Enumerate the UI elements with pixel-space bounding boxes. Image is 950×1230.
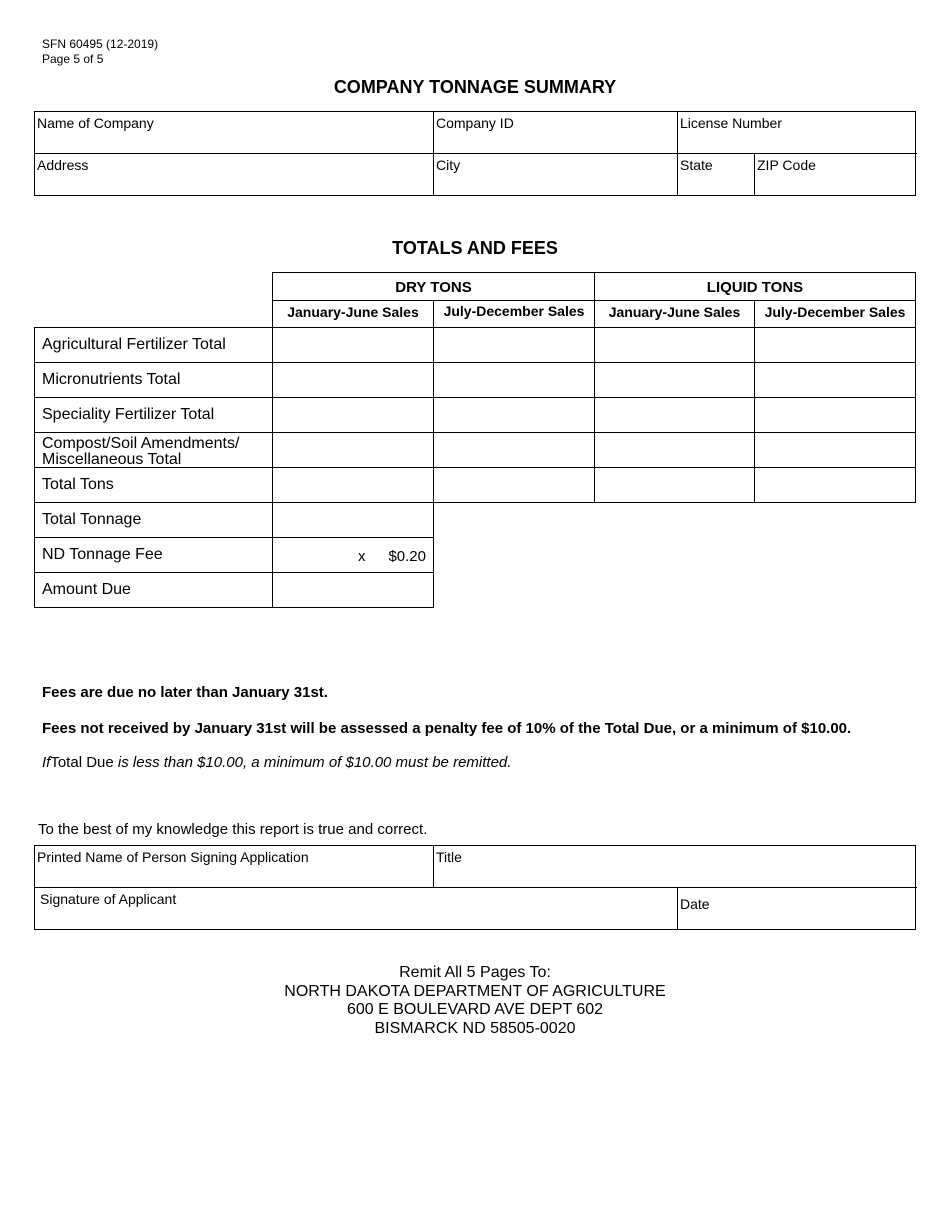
input-compost-liquid-jul-dec[interactable]	[754, 432, 916, 468]
row-label-nd-tonnage-fee: ND Tonnage Fee	[34, 537, 273, 573]
input-spec-dry-jan-jun[interactable]	[272, 397, 434, 433]
input-total-liquid-jan-jun[interactable]	[594, 467, 755, 503]
title-label: Title	[436, 849, 462, 865]
input-total-liquid-jul-dec[interactable]	[754, 467, 916, 503]
input-total-tonnage[interactable]	[272, 502, 434, 538]
minimum-note: IfTotal Due is less than $10.00, a minimum of $10.00 must be remitted.	[42, 754, 512, 771]
row-label-speciality: Speciality Fertilizer Total	[34, 397, 273, 433]
input-ag-dry-jul-dec[interactable]	[433, 327, 595, 363]
zip-field[interactable]	[754, 153, 917, 196]
input-micro-liquid-jan-jun[interactable]	[594, 362, 755, 398]
input-spec-liquid-jul-dec[interactable]	[754, 397, 916, 433]
input-spec-liquid-jan-jun[interactable]	[594, 397, 755, 433]
row-label-amount-due: Amount Due	[34, 572, 273, 608]
fee-multiply-sign: x	[358, 548, 366, 565]
input-compost-dry-jul-dec[interactable]	[433, 432, 595, 468]
company-summary-title: COMPANY TONNAGE SUMMARY	[333, 77, 617, 97]
row-label-total-tonnage: Total Tonnage	[34, 502, 273, 538]
printed-name-field[interactable]	[35, 846, 434, 888]
date-label: Date	[680, 896, 710, 912]
due-date-note: Fees are due no later than January 31st.	[42, 684, 328, 701]
input-micro-dry-jul-dec[interactable]	[433, 362, 595, 398]
remit-line-1: Remit All 5 Pages To:	[399, 964, 551, 981]
dry-tons-header: DRY TONS	[272, 272, 595, 301]
company-id-field[interactable]	[433, 112, 678, 154]
input-compost-liquid-jan-jun[interactable]	[594, 432, 755, 468]
input-micro-liquid-jul-dec[interactable]	[754, 362, 916, 398]
remit-line-4: BISMARCK ND 58505-0020	[374, 1019, 576, 1037]
input-total-dry-jul-dec[interactable]	[433, 467, 595, 503]
row-label-compost: Compost/Soil Amendments/ Miscellaneous Total	[34, 432, 273, 468]
remit-line-2: NORTH DAKOTA DEPARTMENT OF AGRICULTURE	[284, 982, 666, 1000]
company-id-label: Company ID	[436, 115, 514, 131]
title-field[interactable]	[433, 846, 917, 888]
signature-field[interactable]	[35, 887, 678, 930]
input-ag-liquid-jan-jun[interactable]	[594, 327, 755, 363]
remit-line-3: 600 E BOULEVARD AVE DEPT 602	[346, 1001, 604, 1018]
penalty-note: Fees not received by January 31st will be assessed a penalty fee of 10% of the Total Due, or a minimum of $10.00.	[42, 720, 852, 737]
totals-table-body	[34, 327, 916, 503]
row-label-micronutrients: Micronutrients Total	[34, 362, 273, 398]
input-micro-dry-jan-jun[interactable]	[272, 362, 434, 398]
input-ag-dry-jan-jun[interactable]	[272, 327, 434, 363]
totals-title: TOTALS AND FEES	[392, 238, 558, 258]
input-spec-dry-jul-dec[interactable]	[433, 397, 595, 433]
fee-table	[34, 502, 434, 608]
input-compost-dry-jan-jun[interactable]	[272, 432, 434, 468]
address-field[interactable]	[35, 153, 434, 196]
state-field[interactable]	[677, 153, 754, 196]
row-label-agricultural: Agricultural Fertilizer Total	[34, 327, 273, 363]
form-number: SFN 60495 (12-2019)	[42, 37, 159, 51]
signature-label: Signature of Applicant	[40, 891, 177, 907]
nd-tonnage-fee-rate	[272, 537, 434, 573]
liquid-jul-dec-header: July-December Sales	[754, 300, 916, 328]
remit-block	[0, 964, 950, 1038]
input-ag-liquid-jul-dec[interactable]	[754, 327, 916, 363]
dry-jan-jun-header: January-June Sales	[272, 300, 434, 328]
company-info-grid	[34, 111, 916, 196]
input-total-dry-jan-jun[interactable]	[272, 467, 434, 503]
zip-label: ZIP Code	[757, 157, 816, 173]
page-number: Page 5 of 5	[42, 52, 104, 66]
certification-statement: To the best of my knowledge this report is true and correct.	[38, 821, 428, 838]
fee-rate-value: $0.20	[388, 548, 426, 565]
liquid-tons-header: LIQUID TONS	[594, 272, 916, 301]
input-amount-due[interactable]	[272, 572, 434, 608]
license-number-label: License Number	[680, 115, 782, 131]
city-field[interactable]	[433, 153, 678, 196]
liquid-jan-jun-header: January-June Sales	[594, 300, 755, 328]
dry-jul-dec-header: July-December Sales	[433, 300, 595, 328]
state-label: State	[680, 157, 713, 173]
address-label: Address	[37, 157, 89, 173]
city-label: City	[436, 157, 461, 173]
license-number-field[interactable]	[677, 112, 917, 154]
printed-name-label: Printed Name of Person Signing Application	[37, 849, 309, 865]
company-name-label: Name of Company	[37, 115, 154, 131]
date-field[interactable]	[677, 887, 917, 930]
company-name-field[interactable]	[35, 112, 434, 154]
row-label-total-tons: Total Tons	[34, 467, 273, 503]
signature-grid	[34, 845, 916, 930]
